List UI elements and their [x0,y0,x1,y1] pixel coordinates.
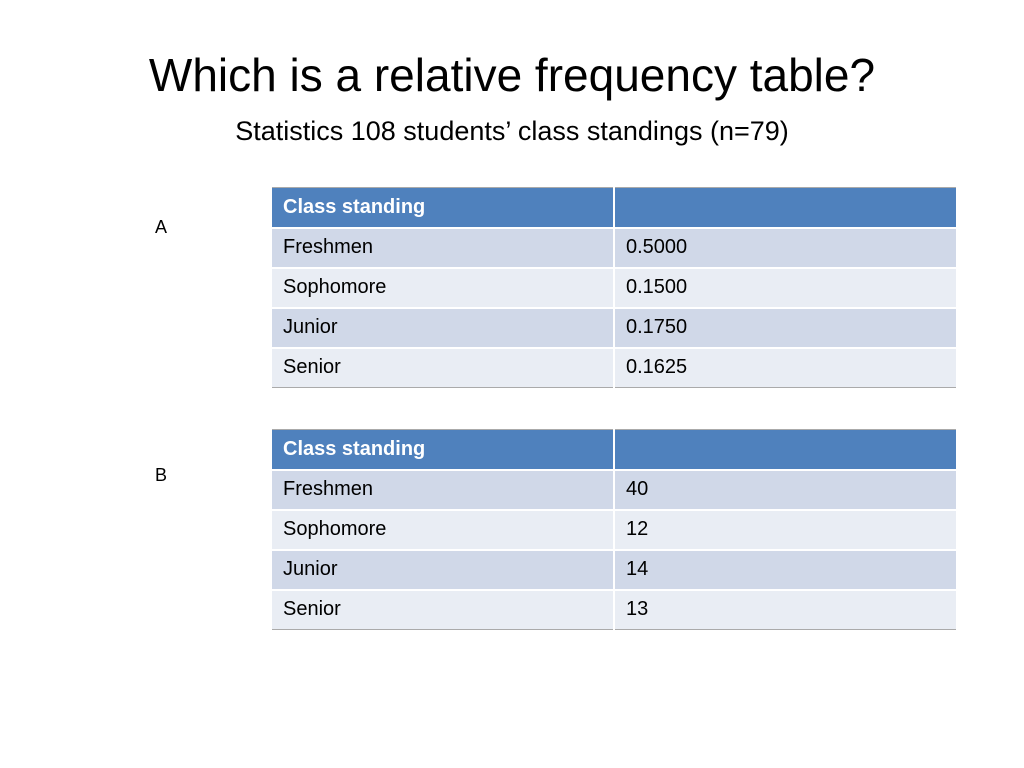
cell-standing: Senior [272,348,614,388]
slide-subtitle: Statistics 108 students’ class standings (n=79) [235,116,789,146]
table-a [272,187,956,388]
cell-standing: Junior [272,550,614,590]
option-label-a: A [155,217,168,237]
cell-standing: Freshmen [272,470,614,510]
table-row [272,470,956,510]
slide-title: Which is a relative frequency table? [148,49,876,101]
option-label-b: B [155,465,168,485]
table-row [272,550,956,590]
cell-value: 40 [614,470,956,510]
cell-value: 14 [614,550,956,590]
cell-value: 0.5000 [614,228,956,268]
header-class-standing: Class standing [272,188,614,228]
cell-standing: Freshmen [272,228,614,268]
header-value [614,430,956,470]
cell-value: 0.1625 [614,348,956,388]
table-row [272,228,956,268]
cell-standing: Junior [272,308,614,348]
table-b [272,429,956,630]
table-row [272,268,956,308]
table-row [272,510,956,550]
cell-value: 0.1750 [614,308,956,348]
table-row [272,348,956,388]
cell-value: 12 [614,510,956,550]
table-row [272,590,956,630]
header-class-standing: Class standing [272,430,614,470]
cell-standing: Sophomore [272,268,614,308]
cell-standing: Senior [272,590,614,630]
table-row [272,308,956,348]
table-header-row [272,188,956,228]
cell-value: 0.1500 [614,268,956,308]
header-value [614,188,956,228]
cell-standing: Sophomore [272,510,614,550]
table-header-row [272,430,956,470]
cell-value: 13 [614,590,956,630]
